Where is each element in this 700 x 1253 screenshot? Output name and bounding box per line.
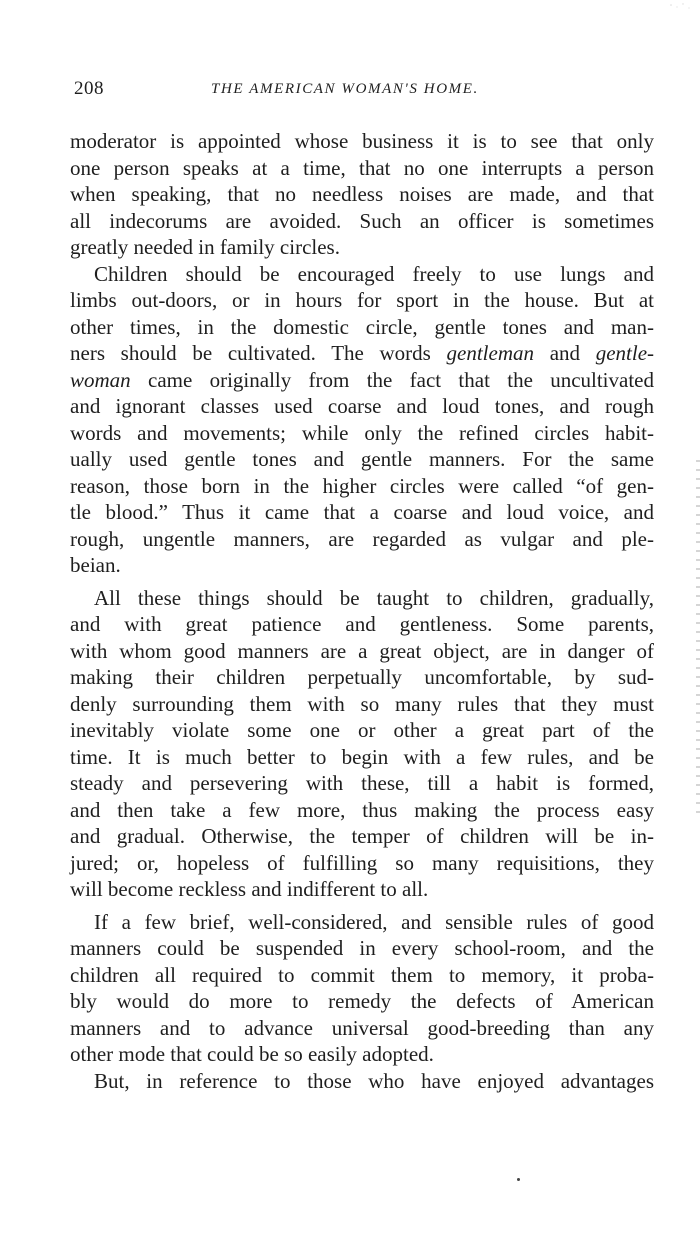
text-line: woman came originally from the fact that the uncultivated bbox=[70, 367, 654, 392]
text-line: and gradual. Otherwise, the temper of children will be in- bbox=[70, 824, 654, 848]
text-line: beian. bbox=[70, 553, 121, 577]
text-line: and then take a few more, thus making the process easy bbox=[70, 797, 654, 822]
text-line: other times, in the domestic circle, gentle tones and man- bbox=[70, 314, 654, 339]
running-head: THE AMERICAN WOMAN'S HOME. bbox=[211, 81, 479, 97]
text-line: making their children perpetually uncomfortable, by sud- bbox=[70, 665, 654, 689]
text-line: reason, those born in the higher circles were called “of gen- bbox=[70, 473, 654, 498]
paragraph bbox=[70, 585, 654, 903]
page-number: 208 bbox=[74, 78, 104, 99]
text-line: manners and to advance universal good-breeding than any bbox=[70, 1015, 654, 1040]
text-line: greatly needed in family circles. bbox=[70, 235, 340, 259]
text-line: ners should be cultivated. The words gentleman and gentle- bbox=[70, 341, 655, 365]
text-line: steady and persevering with these, till a habit is formed, bbox=[70, 771, 654, 795]
paragraph bbox=[70, 261, 654, 579]
body-text bbox=[70, 128, 654, 1094]
text-line: If a few brief, well-considered, and sensible rules of good bbox=[94, 909, 654, 934]
text-line: But, in reference to those who have enjoyed advantages bbox=[94, 1068, 654, 1093]
text-line: children all required to commit them to memory, it proba- bbox=[70, 962, 654, 987]
text-line: bly would do more to remedy the defects of American bbox=[70, 989, 654, 1013]
text-line: inevitably violate some one or other a great part of the bbox=[70, 718, 654, 742]
corner-smudge-mark bbox=[668, 2, 694, 12]
page-header bbox=[74, 78, 654, 104]
text-line: will become reckless and indifferent to all. bbox=[70, 877, 429, 901]
paragraph bbox=[70, 1068, 654, 1095]
text-line: and ignorant classes used coarse and loud tones, and rough bbox=[70, 394, 654, 418]
text-line: and with great patience and gentleness. Some parents, bbox=[70, 612, 654, 636]
text-line: words and movements; while only the refined circles habit- bbox=[70, 420, 654, 445]
text-line: denly surrounding them with so many rules that they must bbox=[70, 691, 654, 716]
ink-speck bbox=[517, 1178, 520, 1181]
text-line: tle blood.” Thus it came that a coarse and loud voice, and bbox=[70, 500, 654, 524]
paragraph bbox=[70, 909, 654, 1068]
page-edge-shadow bbox=[696, 460, 700, 820]
text-line: limbs out-doors, or in hours for sport in the house. But at bbox=[70, 288, 654, 312]
text-line: with whom good manners are a great object, are in danger of bbox=[70, 638, 654, 663]
text-line: Children should be encouraged freely to use lungs and bbox=[94, 261, 654, 286]
paragraph bbox=[70, 128, 654, 261]
text-line: jured; or, hopeless of fulfilling so many requisitions, they bbox=[70, 850, 654, 875]
text-line: manners could be suspended in every school-room, and the bbox=[70, 936, 654, 960]
text-line: ually used gentle tones and gentle manners. For the same bbox=[70, 447, 654, 471]
text-line: time. It is much better to begin with a few rules, and be bbox=[70, 744, 654, 769]
text-line: other mode that could be so easily adopted. bbox=[70, 1042, 434, 1066]
text-line: when speaking, that no needless noises are made, and that bbox=[70, 182, 654, 206]
text-line: rough, ungentle manners, are regarded as vulgar and ple- bbox=[70, 526, 654, 551]
text-line: All these things should be taught to children, gradually, bbox=[94, 585, 654, 610]
text-line: one person speaks at a time, that no one interrupts a person bbox=[70, 155, 654, 180]
text-line: all indecorums are avoided. Such an officer is sometimes bbox=[70, 208, 654, 233]
text-line: moderator is appointed whose business it is to see that only bbox=[70, 129, 654, 153]
